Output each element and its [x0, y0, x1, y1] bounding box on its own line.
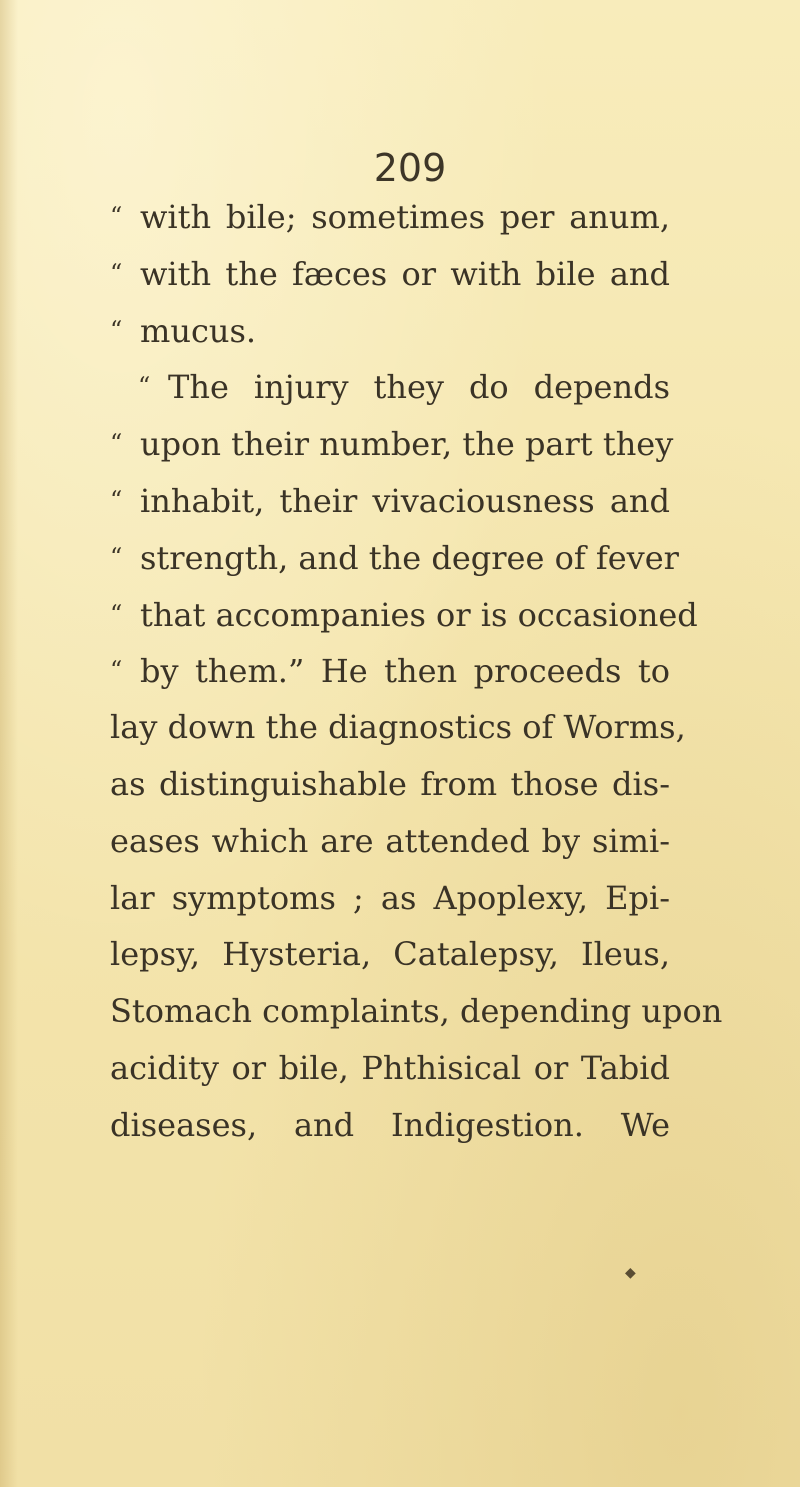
text-line — [110, 302, 670, 359]
text-line — [110, 926, 670, 983]
line-text: acidity or bile, Phthisical or Tabid — [110, 1048, 670, 1087]
quote-mark: “ — [110, 485, 123, 514]
quote-mark: “ — [110, 258, 123, 287]
quote-mark: “ — [110, 599, 123, 628]
text-line — [110, 188, 670, 245]
text-line — [110, 870, 670, 927]
line-text: mucus. — [140, 311, 257, 350]
body-text — [110, 188, 723, 1154]
line-text: The injury they do depends — [168, 368, 670, 407]
line-text: lar symptoms ; as Apoplexy, Epi- — [110, 878, 670, 917]
quote-mark: “ — [110, 656, 123, 685]
text-line — [110, 983, 723, 1040]
line-text: eases which are attended by simi- — [110, 821, 670, 860]
text-line — [110, 586, 698, 643]
line-text: Stomach complaints, depending upon — [110, 992, 723, 1031]
quote-mark: “ — [110, 202, 123, 230]
text-line — [110, 813, 670, 870]
ink-speck: ◆ — [625, 1265, 636, 1281]
text-line — [110, 472, 670, 529]
text-line — [110, 245, 670, 302]
text-line — [110, 529, 679, 586]
quote-mark: “ — [138, 372, 151, 401]
line-text: strength, and the degree of fever — [140, 538, 679, 577]
line-text: as distinguishable from those dis- — [110, 764, 670, 803]
line-text: inhabit, their vivaciousness and — [140, 481, 670, 520]
page-number: 209 — [373, 146, 447, 190]
text-line — [110, 358, 670, 415]
line-text: upon their number, the part they — [140, 425, 674, 464]
line-text: by them.” He then proceeds to — [140, 652, 670, 691]
quote-mark: “ — [110, 315, 123, 344]
text-line — [110, 415, 674, 472]
line-text: lay down the diagnostics of Worms, — [110, 708, 686, 747]
line-text: with the fæces or with bile and — [140, 254, 670, 293]
quote-mark: “ — [110, 429, 123, 458]
text-line — [110, 1040, 670, 1097]
line-text: with bile; sometimes per anum, — [140, 198, 670, 236]
text-line — [110, 699, 686, 756]
page-gutter-shadow — [0, 0, 18, 1487]
line-text: that accompanies or is occasioned — [140, 595, 698, 634]
text-line — [110, 642, 670, 699]
quote-mark: “ — [110, 542, 123, 571]
line-text: diseases, and Indigestion. We — [110, 1105, 670, 1144]
line-text: lepsy, Hysteria, Catalepsy, Ileus, — [110, 935, 670, 974]
text-line — [110, 756, 670, 813]
text-line — [110, 1097, 670, 1154]
